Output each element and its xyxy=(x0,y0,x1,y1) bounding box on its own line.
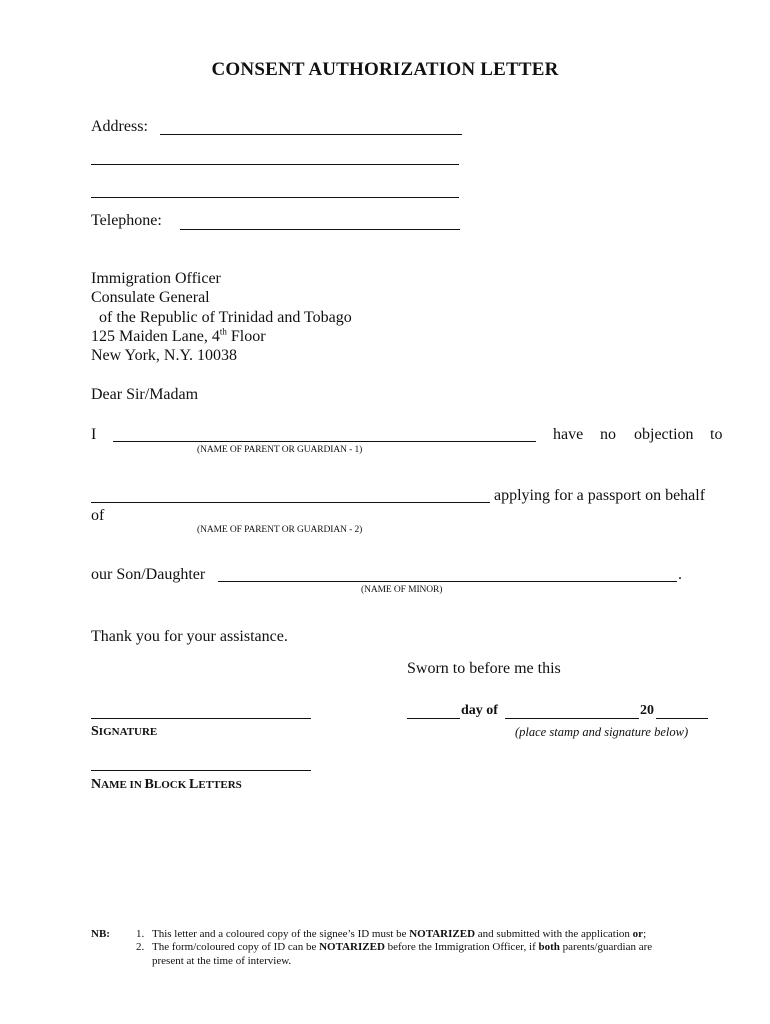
nb-item-1-e: ; xyxy=(643,928,647,940)
signature-line[interactable] xyxy=(91,718,311,719)
month-line[interactable] xyxy=(505,718,639,719)
para1-to: to xyxy=(710,426,723,443)
name-block-etters: ETTERS xyxy=(198,779,242,791)
nb-item-1-a: This letter and a coloured copy of the signee’s ID must be xyxy=(152,928,410,940)
thanks-text: Thank you for your assistance. xyxy=(91,628,288,645)
page-title: CONSENT AUTHORIZATION LETTER xyxy=(211,59,559,80)
telephone-line[interactable] xyxy=(180,229,460,230)
para1-have: have xyxy=(553,426,584,443)
para1-i: I xyxy=(91,426,97,443)
para2-text: applying for a passport on behalf xyxy=(494,487,706,504)
day-line[interactable] xyxy=(407,718,460,719)
nb-item-2-e: parents/guardian are xyxy=(559,941,653,953)
recipient-line-5: New York, N.Y. 10038 xyxy=(91,347,237,364)
nb-item-1 xyxy=(152,928,646,941)
recipient-line-4-sup: th xyxy=(219,326,227,337)
name-block-label xyxy=(91,775,242,793)
telephone-label: Telephone: xyxy=(91,212,162,229)
para2-of: of xyxy=(91,507,105,524)
para1-objection: objection xyxy=(634,426,694,443)
parent-guardian-1-line[interactable] xyxy=(113,441,536,442)
day-of-label: day of xyxy=(461,703,498,718)
stamp-note: (place stamp and signature below) xyxy=(515,725,689,739)
address-line-1[interactable] xyxy=(160,134,462,135)
signature-label-first: S xyxy=(91,724,99,739)
name-block-b: B xyxy=(144,777,154,792)
nb-item-1-number: 1. xyxy=(136,928,145,940)
nb-item-2-b: NOTARIZED xyxy=(319,941,385,953)
nb-item-2-a: The form/coloured copy of ID can be xyxy=(152,941,320,953)
address-line-2[interactable] xyxy=(91,164,459,165)
signature-label xyxy=(91,722,157,740)
parent-guardian-2-caption: (NAME OF PARENT OR GUARDIAN - 2) xyxy=(197,525,363,535)
nb-item-2-c: before the Immigration Officer, if xyxy=(384,941,539,953)
year-line[interactable] xyxy=(656,718,708,719)
recipient-line-4-post: Floor xyxy=(226,328,266,345)
name-block-line[interactable] xyxy=(91,770,311,771)
parent-guardian-2-line[interactable] xyxy=(91,502,490,503)
para3-text: our Son/Daughter xyxy=(91,566,206,583)
nb-item-2 xyxy=(152,941,652,954)
minor-name-caption: (NAME OF MINOR) xyxy=(361,585,443,595)
recipient-line-4 xyxy=(91,328,266,346)
address-label: Address: xyxy=(91,118,148,135)
address-line-3[interactable] xyxy=(91,197,459,198)
year-prefix: 20 xyxy=(640,703,654,718)
name-block-n: N xyxy=(91,777,102,792)
nb-label: NB: xyxy=(91,928,110,940)
nb-item-2-d: both xyxy=(538,941,560,953)
recipient-line-2: Consulate General xyxy=(91,289,210,306)
sworn-text: Sworn to before me this xyxy=(407,660,561,677)
minor-name-line[interactable] xyxy=(218,581,677,582)
name-block-in: IN xyxy=(129,779,145,791)
nb-item-1-c: and submitted with the application xyxy=(475,928,633,940)
name-block-ame: AME xyxy=(101,779,130,791)
nb-item-2-number: 2. xyxy=(136,941,145,953)
parent-guardian-1-caption: (NAME OF PARENT OR GUARDIAN - 1) xyxy=(197,445,363,455)
nb-item-1-d: or xyxy=(632,928,644,940)
name-block-l: L xyxy=(189,777,199,792)
nb-item-2-continued: present at the time of interview. xyxy=(152,955,292,967)
recipient-line-4-text: 125 Maiden Lane, 4 xyxy=(91,328,220,345)
signature-label-rest: IGNATURE xyxy=(98,726,158,738)
nb-item-1-b: NOTARIZED xyxy=(409,928,476,940)
name-block-lock: LOCK xyxy=(153,779,190,791)
para3-period: . xyxy=(678,566,682,583)
salutation: Dear Sir/Madam xyxy=(91,386,199,403)
para1-no: no xyxy=(600,426,616,443)
recipient-line-1: Immigration Officer xyxy=(91,270,221,287)
recipient-line-3: of the Republic of Trinidad and Tobago xyxy=(99,309,352,326)
